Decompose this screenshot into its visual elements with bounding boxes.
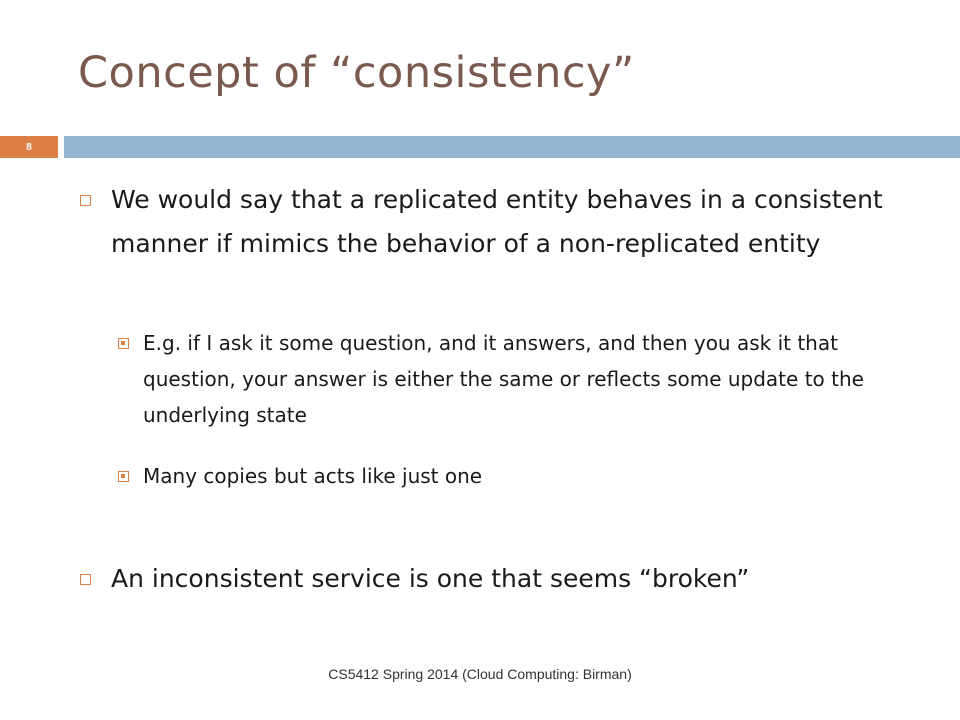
sub-bullet-text: Many copies but acts like just one xyxy=(143,464,483,488)
bullet-item xyxy=(80,557,920,601)
square-bullet-icon xyxy=(80,195,91,206)
sub-bullet-item xyxy=(118,325,898,433)
bullet-item xyxy=(80,178,920,266)
filled-square-bullet-icon xyxy=(118,338,129,349)
slide-footer: CS5412 Spring 2014 (Cloud Computing: Birman) xyxy=(328,666,632,682)
sub-bullet-text: E.g. if I ask it some question, and it answers, and then you ask it that question, your answer is either the same or reflects some update to the underlying state xyxy=(143,331,864,427)
slide-title: Concept of “consistency” xyxy=(78,48,635,98)
bullet-text: We would say that a replicated entity behaves in a consistent manner if mimics the behavior of a non-replicated entity xyxy=(111,185,883,258)
square-bullet-icon xyxy=(80,574,91,585)
title-divider-bar xyxy=(64,136,960,158)
slide-number: 8 xyxy=(0,136,58,158)
bullet-text: An inconsistent service is one that seems “broken” xyxy=(111,564,750,593)
filled-square-bullet-icon xyxy=(118,471,129,482)
sub-bullet-item xyxy=(118,458,898,494)
